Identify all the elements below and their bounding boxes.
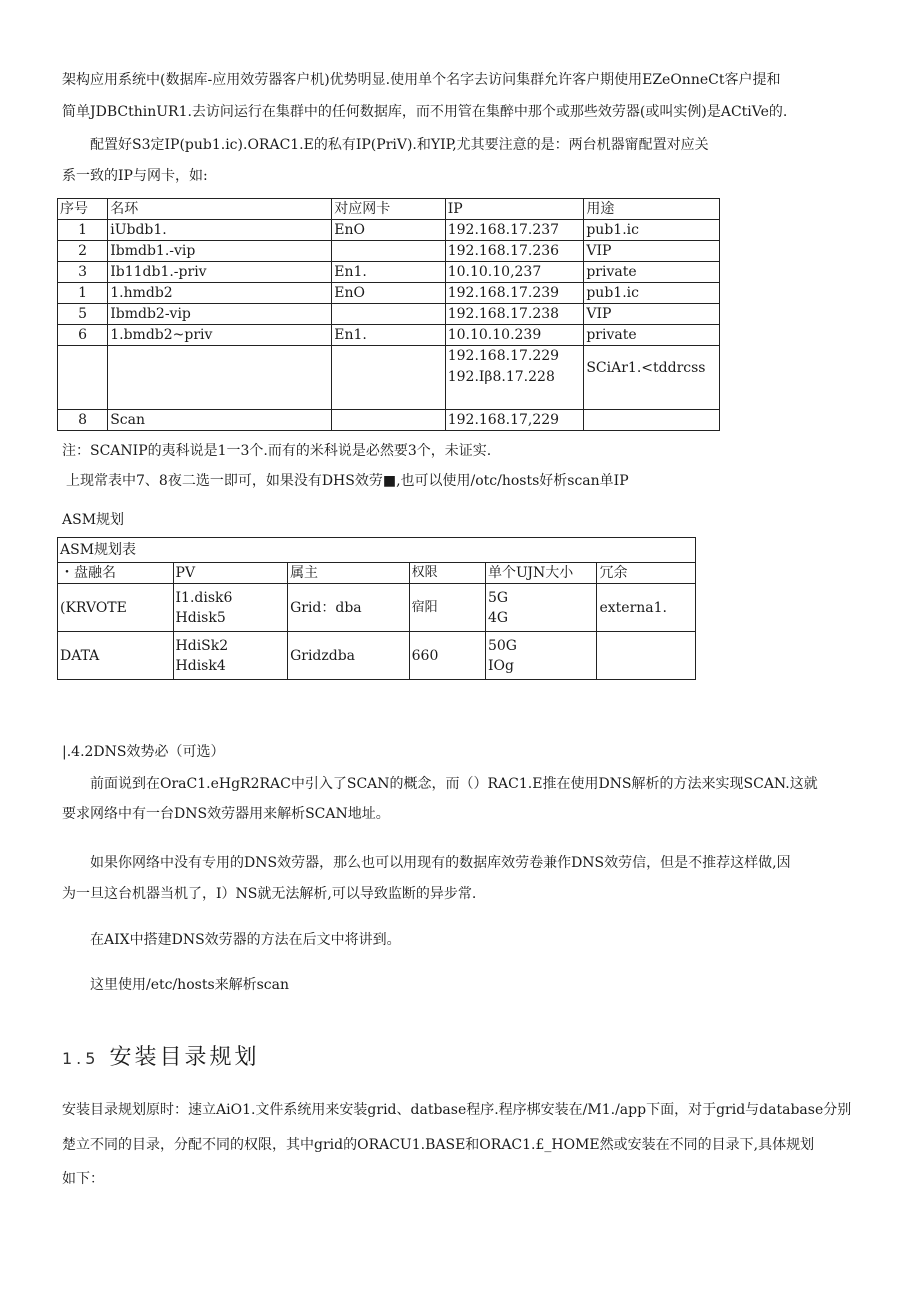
row-use: pub1.ic xyxy=(584,283,720,304)
asm-caption-row xyxy=(58,538,696,563)
size-2: IOg xyxy=(487,657,514,674)
header-cell: 对应网卡 xyxy=(332,199,446,220)
table-row-scan xyxy=(58,346,720,410)
dns-p2-line-2: 为一旦这台机器当机了，I）NS就无法解析,可以导致监断的异步常. xyxy=(62,886,477,902)
header-cell: ・盘融名 xyxy=(58,563,174,584)
scan-use: SCiAr1.<tddrcss xyxy=(584,346,720,410)
table-row xyxy=(58,304,720,325)
table-row xyxy=(58,325,720,346)
asm-header xyxy=(58,563,696,584)
row-no: 1 xyxy=(58,283,108,304)
disk-perm: 660 xyxy=(409,632,485,680)
row-no: 6 xyxy=(58,325,108,346)
row-name: 1.bmdb2~priv xyxy=(108,325,332,346)
table-row xyxy=(58,283,720,304)
disk-size xyxy=(485,584,597,632)
header-cell: IP xyxy=(445,199,584,220)
asm-title: ASM规划 xyxy=(62,512,125,528)
table-row xyxy=(58,632,696,680)
size-2: 4G xyxy=(487,609,509,626)
scan-nic xyxy=(332,346,446,410)
size-1: 50G xyxy=(487,637,517,654)
header-cell: 单个UJN大小 xyxy=(485,563,597,584)
row-name: 1.hmdb2 xyxy=(108,283,332,304)
header-cell: 属主 xyxy=(288,563,410,584)
disk-size xyxy=(485,632,597,680)
scan-name xyxy=(108,346,332,410)
disk-pv xyxy=(173,584,288,632)
table-row xyxy=(58,241,720,262)
row-name: Ib11db1.-priv xyxy=(108,262,332,283)
row-use: VIP xyxy=(584,304,720,325)
ip-table xyxy=(57,198,720,431)
section-line-1: 安装目录规划原时：速立AiO1.文件系统用来安装grid、datbase程序.程序梆安装在/M1./app下面，对于grid与database分别 xyxy=(62,1102,852,1118)
section-line-2: 楚立不同的目录，分配不同的权限，其中grid的ORACU1.BASE和ORAC1.£_HOME然或安装在不同的目录下,具体规划 xyxy=(62,1137,815,1153)
header-cell: 冗余 xyxy=(597,563,696,584)
table-row xyxy=(58,262,720,283)
row-nic: EnO xyxy=(332,283,446,304)
pv-1: I1.disk6 xyxy=(175,589,233,606)
section-heading xyxy=(62,1040,259,1071)
disk-name: DATA xyxy=(58,632,174,680)
asm-table xyxy=(57,537,696,680)
row-use: VIP xyxy=(584,241,720,262)
header-cell: 用途 xyxy=(584,199,720,220)
disk-perm: 宿阳 xyxy=(409,584,485,632)
row-use xyxy=(584,410,720,431)
note-2: 上现常表中7、8夜二选一即可，如果没有DHS效劳■,也可以使用/otc/hosts好析scan单IP xyxy=(66,473,629,489)
note-1: 注：SCANIP的夷科说是1一3个.而有的米科说是必然要3个，未证实. xyxy=(62,443,492,459)
row-no: 2 xyxy=(58,241,108,262)
row-use: pub1.ic xyxy=(584,220,720,241)
row-ip: 10.10.10.239 xyxy=(445,325,584,346)
row-nic xyxy=(332,410,446,431)
pv-1: HdiSk2 xyxy=(175,637,229,654)
disk-redundancy xyxy=(597,632,696,680)
dns-heading: |.4.2DNS效势必（可选） xyxy=(62,744,225,760)
dns-p4: 这里使用/etc/hosts来解析scan xyxy=(90,977,290,993)
pv-2: Hdisk5 xyxy=(175,609,226,626)
row-no: 1 xyxy=(58,220,108,241)
row-nic xyxy=(332,304,446,325)
scan-ip-2: 192.Iβ8.17.228 xyxy=(447,369,555,385)
intro-line-1: 架构应用系统中(数据库-应用效劳器客户机)优势明显.使用单个名字去访问集群允许客户期使用EZeOnneCt客户提和 xyxy=(62,72,781,88)
table-row xyxy=(58,584,696,632)
row-name: Scan xyxy=(108,410,332,431)
scan-no xyxy=(58,346,108,410)
dns-p2-line-1: 如果你网络中没有专用的DNS效劳器，那么也可以用现有的数据库效劳卷兼作DNS效劳信，但是不推荐这样做,因 xyxy=(90,855,791,871)
disk-pv xyxy=(173,632,288,680)
ip-table-header xyxy=(58,199,720,220)
row-ip: 192.168.17.236 xyxy=(445,241,584,262)
size-1: 5G xyxy=(487,589,509,606)
row-nic: EnO xyxy=(332,220,446,241)
dns-p1-line-2: 要求网络中有一台DNS效劳器用来解析SCAN地址。 xyxy=(62,806,390,822)
intro-line-4: 系一致的IP与网卡，如: xyxy=(62,168,208,184)
table-row xyxy=(58,410,720,431)
section-title: 安装目录规划 xyxy=(109,1045,260,1070)
row-ip: 192.168.17.238 xyxy=(445,304,584,325)
intro-line-2: 简单JDBCthinUR1.去访问运行在集群中的任何数据库，而不用管在集醉中那个或那些效劳器(或叫实例)是ACtiVe的. xyxy=(62,104,788,120)
row-name: Ibmdb2-vip xyxy=(108,304,332,325)
pv-2: Hdisk4 xyxy=(175,657,226,674)
row-ip: 192.168.17,229 xyxy=(445,410,584,431)
row-use: private xyxy=(584,325,720,346)
row-ip: 10.10.10,237 xyxy=(445,262,584,283)
disk-name: (KRVOTE xyxy=(58,584,174,632)
row-no: 8 xyxy=(58,410,108,431)
header-cell: 权限 xyxy=(409,563,485,584)
row-no: 3 xyxy=(58,262,108,283)
asm-caption: ASM规划表 xyxy=(58,538,696,563)
disk-redundancy: externa1. xyxy=(597,584,696,632)
disk-owner: Grid：dba xyxy=(288,584,410,632)
dns-p3: 在AIX中搭建DNS效劳器的方法在后文中将讲到。 xyxy=(90,932,401,948)
row-nic: En1. xyxy=(332,262,446,283)
header-cell: 序号 xyxy=(58,199,108,220)
section-number: 1.5 xyxy=(62,1049,100,1068)
scan-ip-1: 192.168.17.229 xyxy=(447,348,560,364)
disk-owner: Gridzdba xyxy=(288,632,410,680)
table-row xyxy=(58,220,720,241)
row-no: 5 xyxy=(58,304,108,325)
scan-ip xyxy=(445,346,584,410)
header-cell: PV xyxy=(173,563,288,584)
row-use: private xyxy=(584,262,720,283)
row-name: Ibmdb1.-vip xyxy=(108,241,332,262)
header-cell: 名环 xyxy=(108,199,332,220)
row-nic xyxy=(332,241,446,262)
section-line-3: 如下： xyxy=(62,1171,104,1187)
row-name: iUbdb1. xyxy=(108,220,332,241)
intro-line-3: 配置好S3定IP(pub1.ic).ORAC1.E的私有IP(PriV).和YIP,尤其要注意的是：两台机器甯配置对应关 xyxy=(90,137,709,153)
row-ip: 192.168.17.239 xyxy=(445,283,584,304)
row-nic: En1. xyxy=(332,325,446,346)
row-ip: 192.168.17.237 xyxy=(445,220,584,241)
dns-p1-line-1: 前面说到在OraC1.eHgR2RAC中引入了SCAN的概念，而（）RAC1.E推在使用DNS解析的方法来实现SCAN.这就 xyxy=(90,776,818,792)
